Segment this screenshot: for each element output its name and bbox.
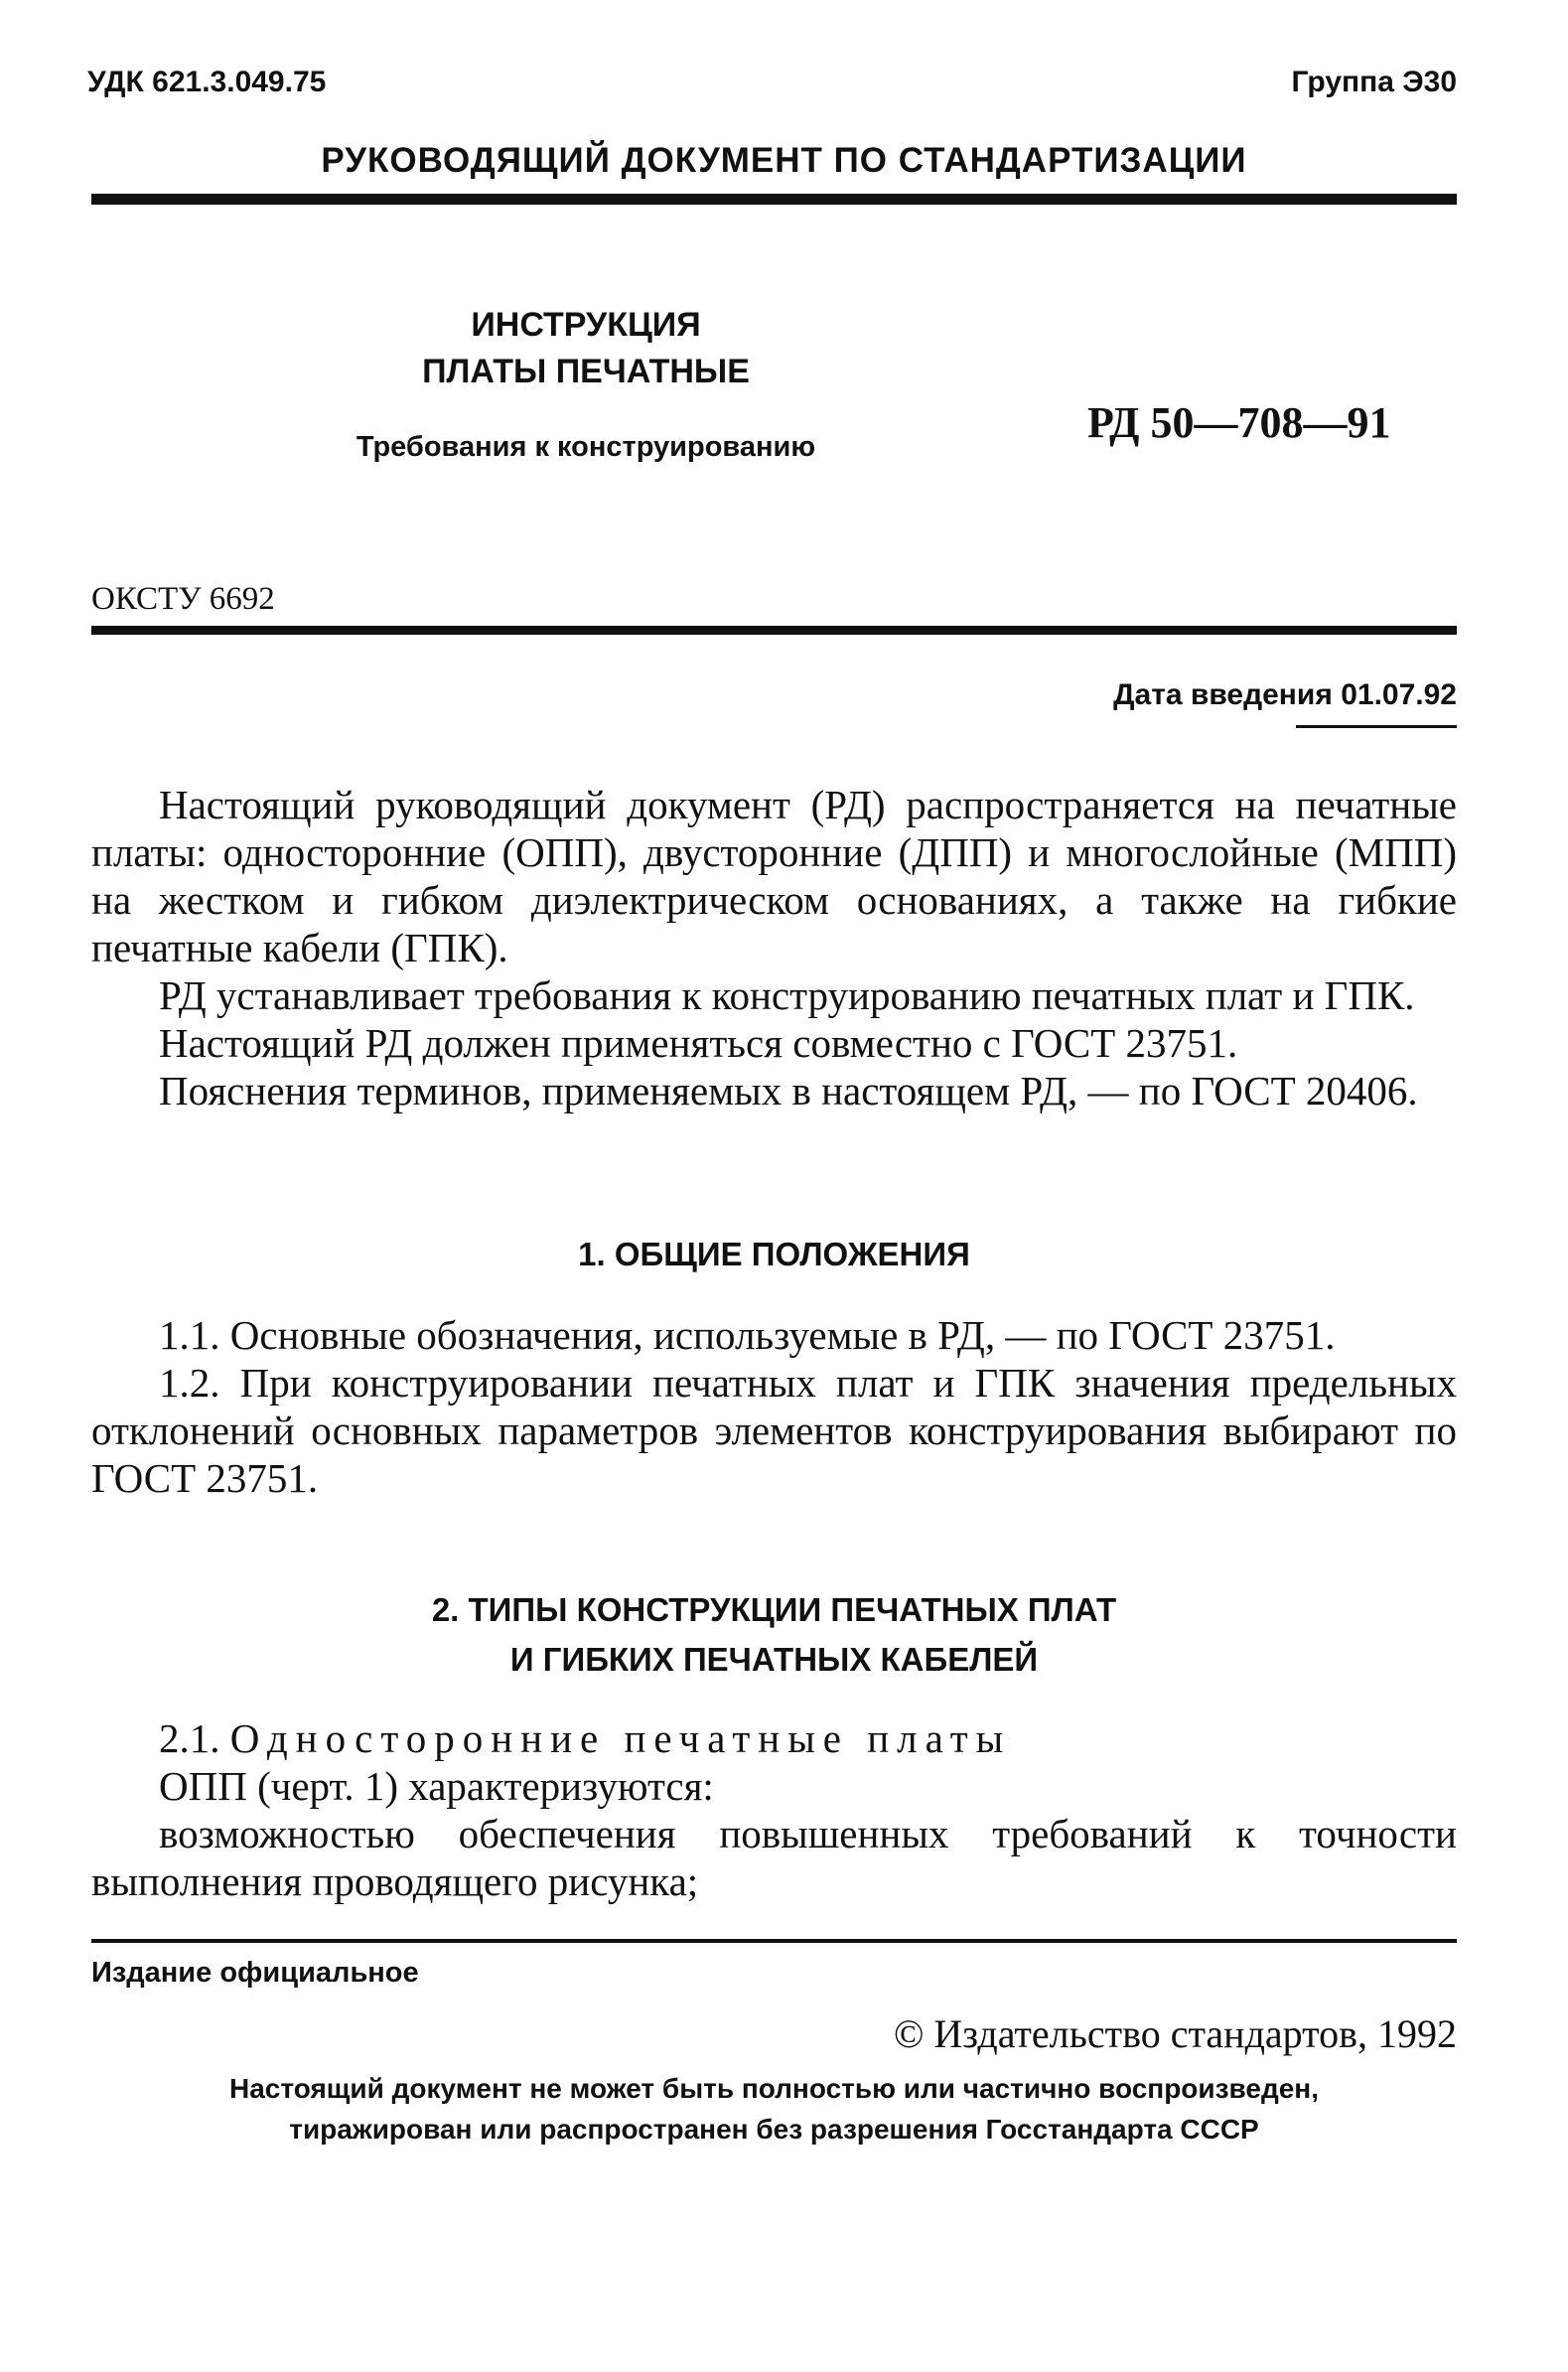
header-rule — [91, 194, 1457, 205]
group-code: Группа Э30 — [1291, 66, 1457, 98]
title-main: ПЛАТЫ ПЕЧАТНЫЕ — [422, 353, 750, 390]
okstu-rule — [91, 626, 1457, 635]
section-1-text — [91, 1311, 1457, 1502]
intro-paragraph: Настоящий РД должен применяться совместно с ГОСТ 23751. — [159, 1020, 1238, 1066]
introduction-date: Дата введения 01.07.92 — [1113, 678, 1457, 711]
subsection-number: 2.1. — [159, 1715, 220, 1761]
section-2-paragraph: ОПП (черт. 1) характеризуются: — [159, 1763, 714, 1809]
footer-rule — [91, 1939, 1457, 1943]
intro-paragraph: Пояснения терминов, применяемых в настоящем РД, — по ГОСТ 20406. — [159, 1068, 1418, 1113]
reproduction-notice-line-2: тиражирован или распространен без разрешения Госстандарта СССР — [289, 2114, 1259, 2145]
okstu-code: ОКСТУ 6692 — [91, 581, 275, 617]
subsection-title: Односторонние печатные платы — [229, 1715, 1012, 1761]
subsection-heading — [91, 1714, 1457, 1762]
section-2-text — [91, 1714, 1457, 1905]
official-edition-label: Издание официальное — [91, 1957, 419, 1989]
section-1-paragraph: 1.1. Основные обозначения, используемые в РД, — по ГОСТ 23751. — [159, 1312, 1336, 1358]
document-code: РД 50—708—91 — [1087, 398, 1391, 447]
section-2-title-line-2: И ГИБКИХ ПЕЧАТНЫХ КАБЕЛЕЙ — [509, 1641, 1039, 1678]
date-underline — [1296, 725, 1457, 728]
section-2-paragraph: возможностью обеспечения повышенных требований к точности выполнения проводящего рисунка; — [91, 1811, 1457, 1904]
section-1-paragraph: 1.2. При конструировании печатных плат и ГПК значения предельных отклонений основных параметров элементов конструирования выбирают по ГОСТ 23751. — [91, 1360, 1457, 1501]
section-1-title: 1. ОБЩИЕ ПОЛОЖЕНИЯ — [578, 1236, 970, 1272]
intro-text — [91, 781, 1457, 1114]
section-2-title-line-1: 2. ТИПЫ КОНСТРУКЦИИ ПЕЧАТНЫХ ПЛАТ — [431, 1591, 1117, 1628]
udk-code: УДК 621.3.049.75 — [87, 66, 327, 98]
reproduction-notice-line-1: Настоящий документ не может быть полностью или частично воспроизведен, — [229, 2073, 1319, 2104]
intro-paragraph: Настоящий руководящий документ (РД) распространяется на печатные платы: односторонние (ОПП), двусторонние (ДПП) и многослойные (МПП) на жестком и гибком диэлектрическом основаниях, а также на гибкие печатные кабели (ГПК). — [91, 782, 1457, 970]
copyright-line: © Издательство стандартов, 1992 — [893, 2011, 1457, 2056]
title-instruction: ИНСТРУКЦИЯ — [471, 306, 701, 344]
intro-paragraph: РД устанавливает требования к конструированию печатных плат и ГПК. — [159, 972, 1415, 1018]
document-type-heading: РУКОВОДЯЩИЙ ДОКУМЕНТ ПО СТАНДАРТИЗАЦИИ — [321, 141, 1247, 180]
title-subtitle: Требования к конструированию — [356, 431, 816, 463]
